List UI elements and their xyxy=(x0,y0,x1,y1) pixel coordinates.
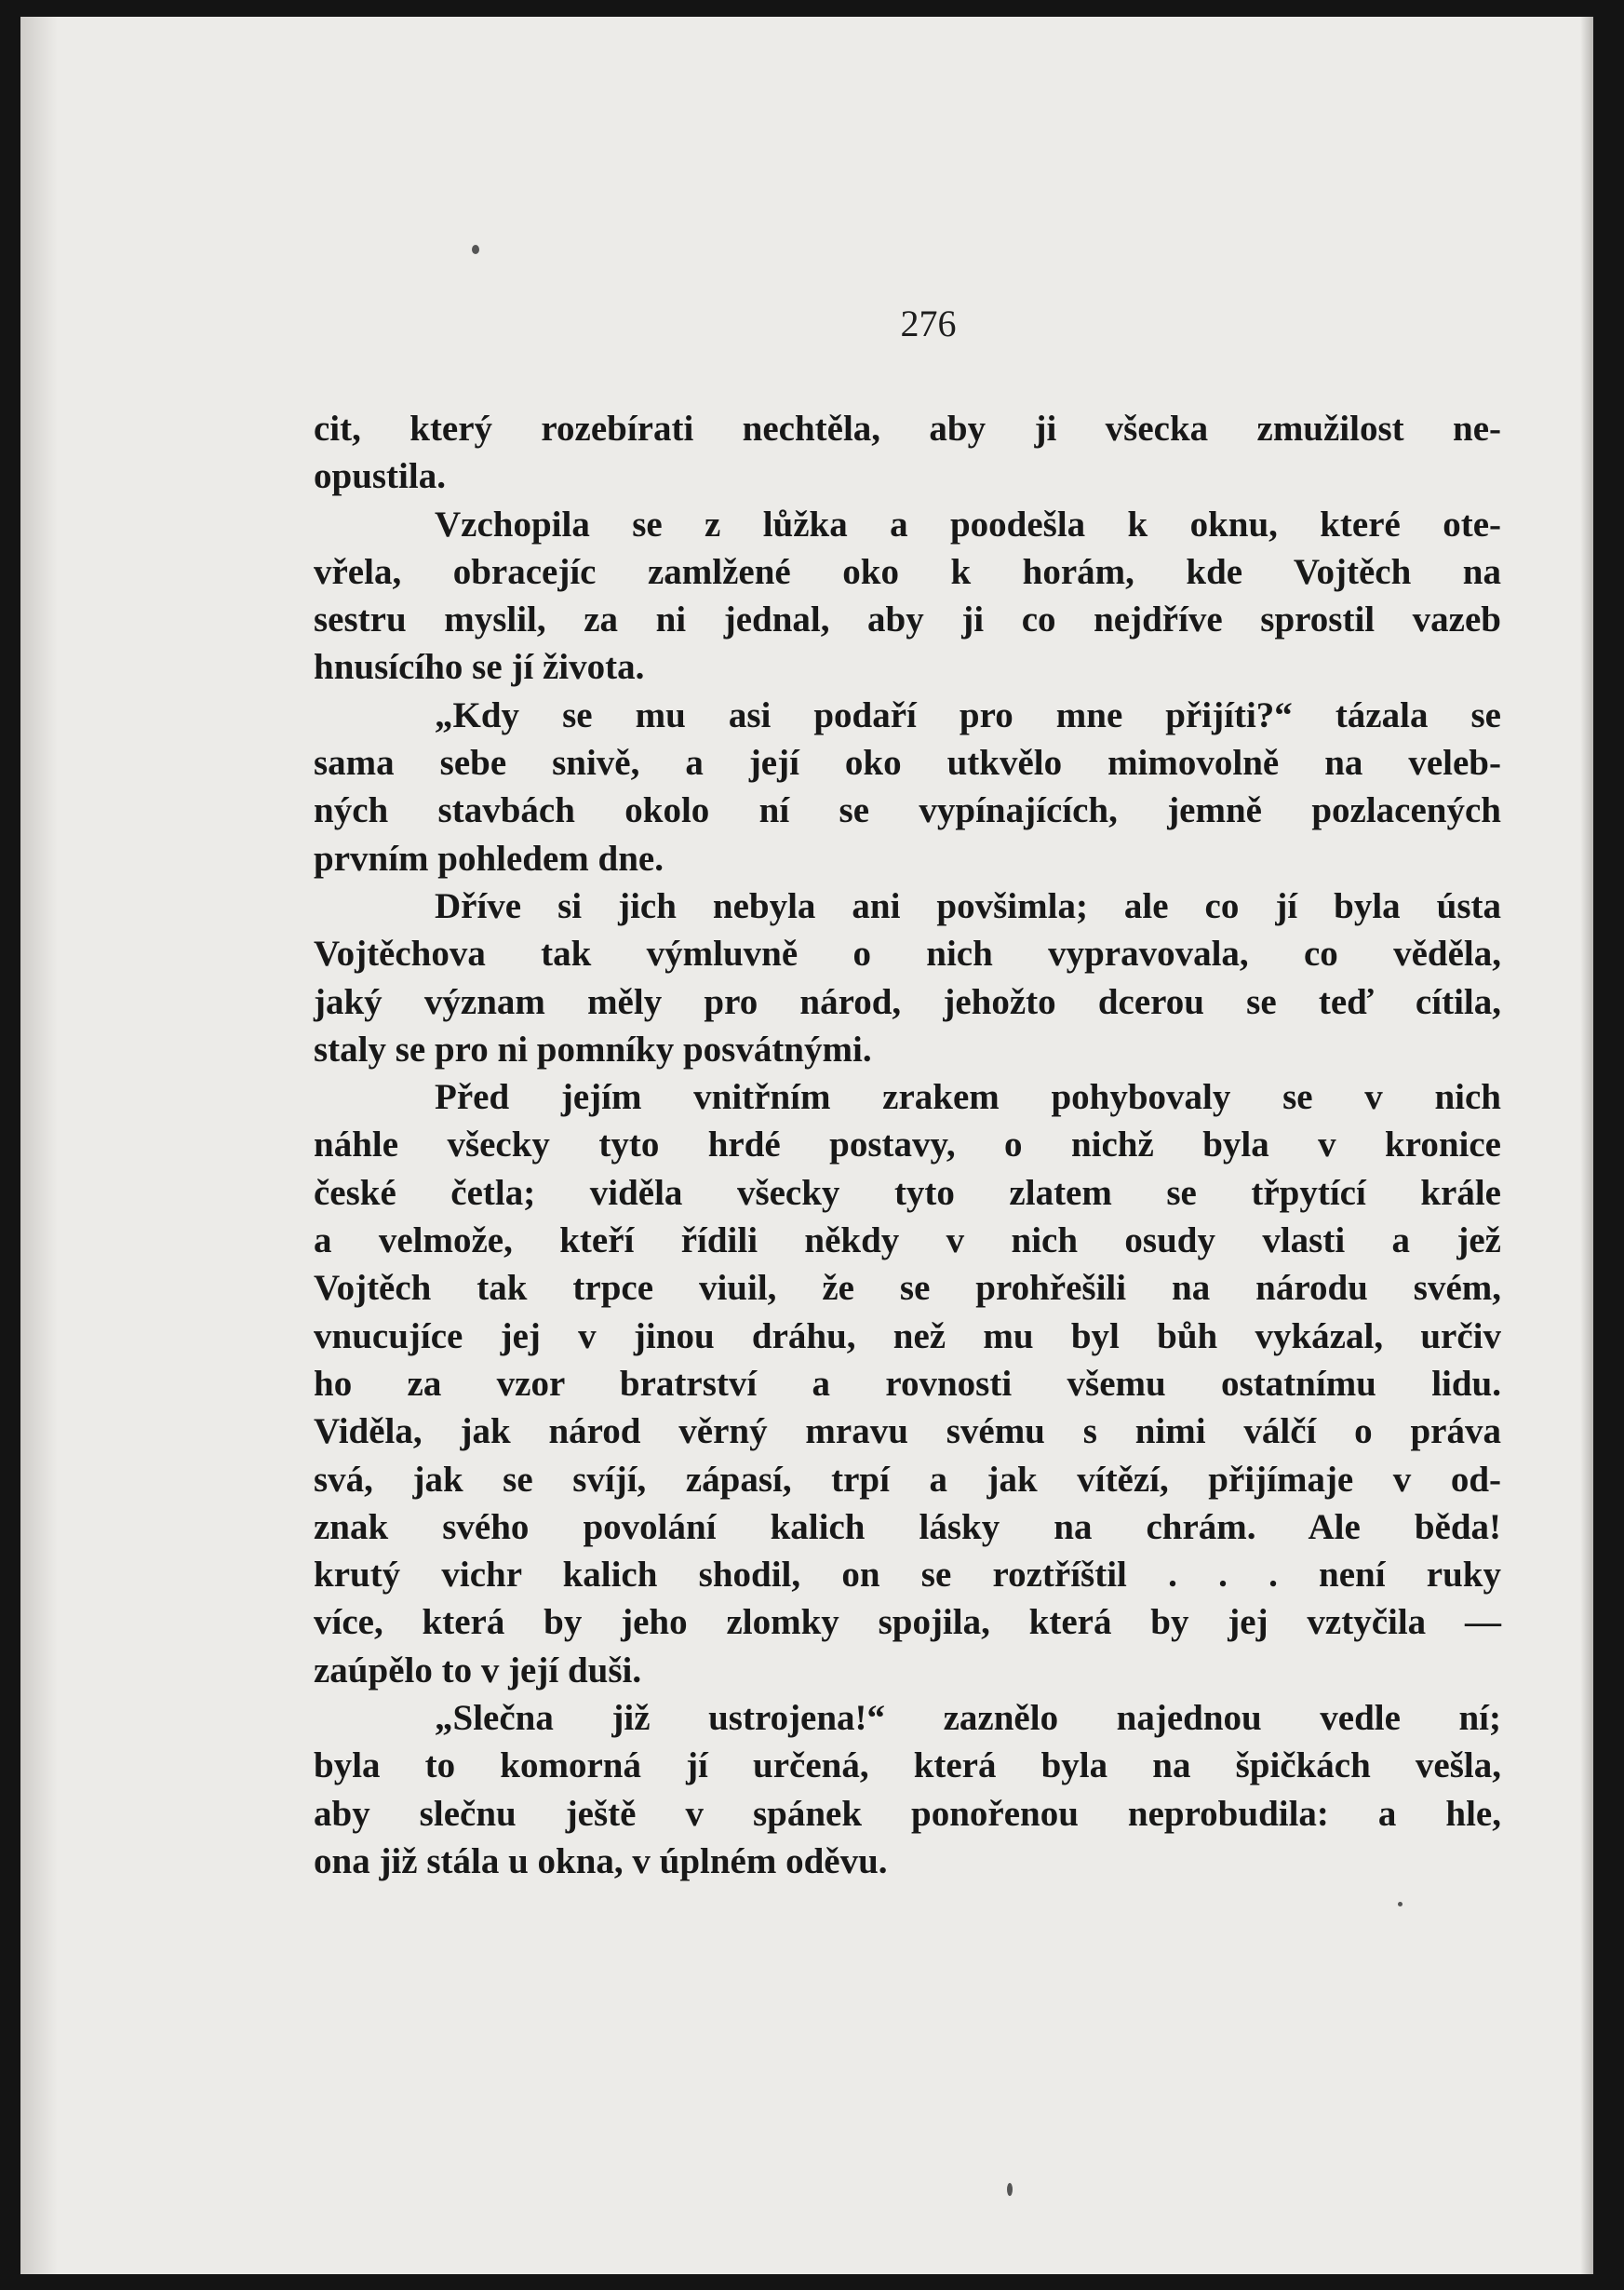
text-line: Vojtěch tak trpce viuil, že se prohřešili na národu svém, xyxy=(314,1268,1501,1309)
paper-speck xyxy=(1398,1902,1403,1906)
text-line: „Kdy se mu asi podaří pro mne přijíti?“ tázala se xyxy=(435,694,1501,735)
text-line: hnusícího se jí života. xyxy=(314,647,645,688)
paragraph xyxy=(314,1694,1501,1885)
text-line: „Slečna již ustrojena!“ zaznělo najednou vedle ní; xyxy=(435,1698,1501,1739)
text-line: více, která by jeho zlomky spojila, která by jej vztyčila — xyxy=(314,1602,1501,1643)
text-line: Vzchopila se z lůžka a poodešla k oknu, které ote- xyxy=(435,504,1501,545)
text-line: krutý vichr kalich shodil, on se roztříštil . . . není ruky xyxy=(314,1555,1501,1596)
paragraph xyxy=(314,405,1501,501)
text-line: Vojtěchova tak výmluvně o nich vypravovala, co věděla, xyxy=(314,934,1501,975)
text-line: aby slečnu ještě v spánek ponořenou neprobudila: a hle, xyxy=(314,1793,1501,1834)
text-line: jaký význam měly pro národ, jehožto dcerou se teď cítila, xyxy=(314,981,1501,1022)
page-gutter-shadow xyxy=(20,17,58,2274)
text-line: znak svého povolání kalich lásky na chrám. Ale běda! xyxy=(314,1506,1501,1547)
paragraph xyxy=(314,1073,1501,1694)
paragraph xyxy=(314,692,1501,882)
text-line: svá, jak se svíjí, zápasí, trpí a jak vítězí, přijímaje v od- xyxy=(314,1459,1501,1500)
text-line: sama sebe snivě, a její oko utkvělo mimovolně na veleb- xyxy=(314,743,1501,784)
text-line: vnucujíce jej v jinou dráhu, než mu byl bůh vykázal, určiv xyxy=(314,1315,1501,1356)
text-line: ona již stála u okna, v úplném oděvu. xyxy=(314,1840,888,1881)
paragraph xyxy=(314,882,1501,1073)
text-line: a velmože, kteří řídili někdy v nich osudy vlasti a jež xyxy=(314,1220,1501,1261)
text-line: opustila. xyxy=(314,456,446,497)
text-line: byla to komorná jí určená, která byla na špičkách vešla, xyxy=(314,1745,1501,1786)
text-line: sestru myslil, za ni jednal, aby ji co nejdříve sprostil vazeb xyxy=(314,599,1501,640)
paragraph xyxy=(314,501,1501,692)
page-number: 276 xyxy=(900,303,957,344)
text-line: ných stavbách okolo ní se vypínajících, jemně pozlacených xyxy=(314,790,1501,831)
page-body-text xyxy=(314,405,1501,1885)
text-line: ho za vzor bratrství a rovnosti všemu ostatnímu lidu. xyxy=(314,1363,1501,1404)
text-line: cit, který rozebírati nechtěla, aby ji všecka zmužilost ne- xyxy=(314,409,1501,449)
paper-speck xyxy=(1007,2183,1013,2196)
text-line: vřela, obracejíc zamlžené oko k horám, kde Vojtěch na xyxy=(314,551,1501,592)
page-edge-shadow xyxy=(1580,17,1593,2274)
text-line: Dříve si jich nebyla ani povšimla; ale co jí byla ústa xyxy=(435,885,1501,926)
text-line: prvním pohledem dne. xyxy=(314,838,664,879)
text-line: Před jejím vnitřním zrakem pohybovaly se v nich xyxy=(435,1077,1501,1118)
text-line: české četla; viděla všecky tyto zlatem se třpytící krále xyxy=(314,1172,1501,1213)
text-line: Viděla, jak národ věrný mravu svému s nimi válčí o práva xyxy=(314,1411,1501,1452)
text-line: náhle všecky tyto hrdé postavy, o nichž byla v kronice xyxy=(314,1125,1501,1165)
text-line: staly se pro ni pomníky posvátnými. xyxy=(314,1029,872,1070)
text-line: zaúpělo to v její duši. xyxy=(314,1650,642,1691)
paper-speck xyxy=(472,245,479,254)
